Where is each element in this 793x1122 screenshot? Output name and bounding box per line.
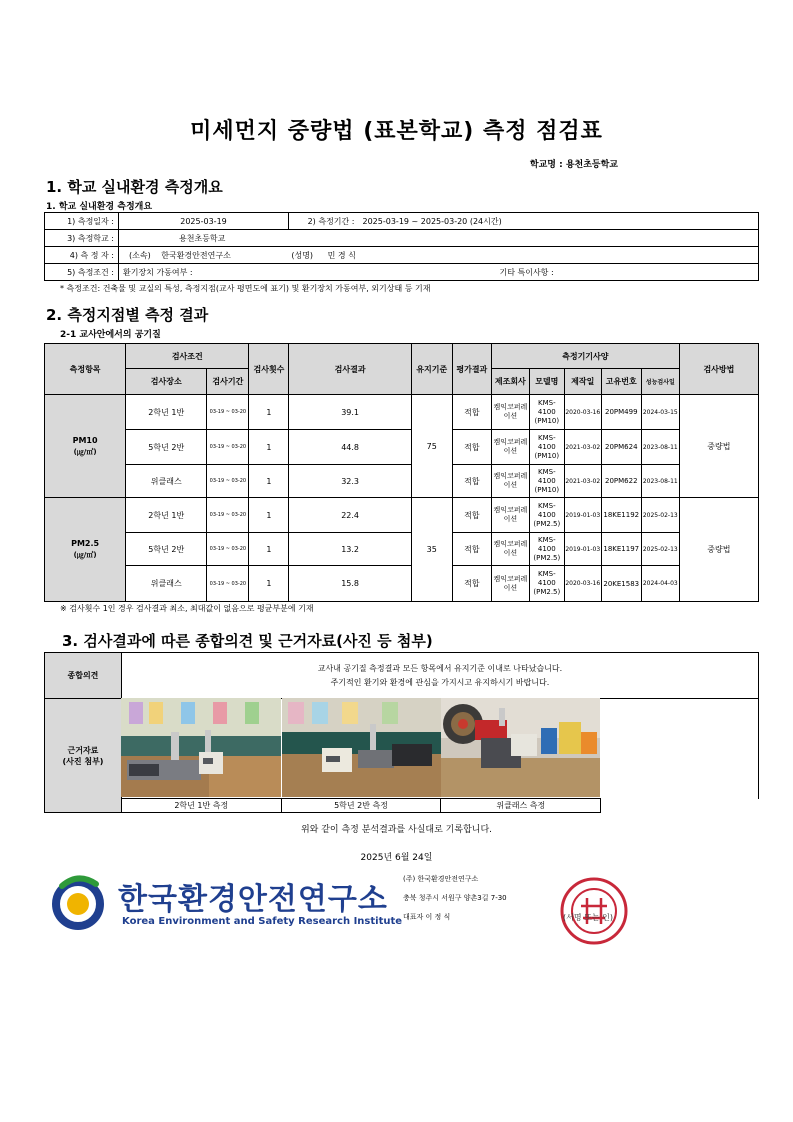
cell-model: KMS-4100 (PM10)	[529, 395, 564, 430]
table-row	[45, 430, 759, 465]
photo-class-5-2	[282, 698, 441, 797]
cell-result: 15.8	[289, 566, 411, 602]
period-label: 2) 측정기간 :	[289, 213, 359, 230]
opinion-line2: 주기적인 환기와 환경에 관심을 가지시고 유지하시기 바랍니다.	[330, 677, 550, 687]
cell-serial: 20PM499	[601, 395, 641, 430]
caption-empty	[601, 799, 759, 813]
cell-place: 위클래스	[126, 566, 207, 602]
confirm-statement: 위와 같이 측정 분석결과를 사실대로 기록합니다.	[300, 825, 493, 835]
cell-result: 32.3	[289, 465, 411, 498]
cell-made: 2019-01-03	[564, 498, 601, 533]
item-name: PM10	[72, 435, 98, 445]
cell-count: 1	[249, 395, 289, 430]
section2-subheading: 2-1 교사안에서의 공기질	[60, 330, 161, 340]
date-value: 2025-03-19	[119, 213, 289, 230]
school-value: 용천초등학교	[119, 230, 759, 247]
issue-date: 2025년 6월 24일	[360, 853, 433, 863]
logo-english-name: Korea Environment and Safety Research Institute	[122, 916, 403, 927]
opinion-line1: 교사내 공기질 측정결과 모든 항목에서 유지기준 이내로 나타났습니다.	[317, 663, 563, 673]
cell-made: 2020-03-16	[564, 566, 601, 602]
ventilation-label: 환기장치 가동여부 :	[123, 267, 193, 277]
header-evaluation: 평가결과	[452, 344, 491, 395]
results-table	[44, 343, 759, 602]
cell-count: 1	[249, 498, 289, 533]
cell-count: 1	[249, 430, 289, 465]
caption-3: 위클래스 측정	[441, 799, 601, 813]
cell-maker: 켐익코퍼레이션	[491, 395, 529, 430]
cell-model: KMS-4100 (PM10)	[529, 465, 564, 498]
cell-maker: 켐익코퍼레이션	[491, 533, 529, 566]
affiliation-value: 한국환경안전연구소	[161, 250, 231, 260]
cell-model: KMS-4100 (PM2.5)	[529, 533, 564, 566]
school-label: 3) 측정학교 :	[45, 230, 119, 247]
cell-count: 1	[249, 566, 289, 602]
header-equipment: 측정기기사양	[491, 344, 679, 369]
cell-eval: 적합	[452, 395, 491, 430]
conditions-value	[119, 264, 759, 281]
cell-maker: 켐익코퍼레이션	[491, 498, 529, 533]
cell-period: 03-19 ~ 03-20	[207, 566, 249, 602]
cell-place: 위클래스	[126, 465, 207, 498]
header-method: 검사방법	[679, 344, 758, 395]
cell-serial: 20PM624	[601, 430, 641, 465]
school-name-label: 학교명 : 용천초등학교	[529, 160, 618, 170]
section3-heading: 3. 검사결과에 따른 종합의견 및 근거자료(사진 등 첨부)	[62, 632, 433, 650]
cell-eval: 적합	[452, 498, 491, 533]
cell-made: 2019-01-03	[564, 533, 601, 566]
cell-maker: 켐익코퍼레이션	[491, 566, 529, 602]
cell-place: 2학년 1반	[126, 395, 207, 430]
cell-method: 중량법	[679, 498, 758, 602]
cell-calib: 2023-08-11	[641, 430, 679, 465]
table-row	[45, 566, 759, 602]
opinion-text	[121, 653, 758, 699]
cell-eval: 적합	[452, 533, 491, 566]
official-seal-icon	[557, 876, 631, 946]
evidence-label-line1: 근거자료	[67, 745, 99, 755]
cell-calib: 2024-03-15	[641, 395, 679, 430]
cell-made: 2020-03-16	[564, 395, 601, 430]
cell-maker: 켐익코퍼레이션	[491, 430, 529, 465]
header-count: 검사횟수	[249, 344, 289, 395]
cell-eval: 적합	[452, 430, 491, 465]
cell-method: 중량법	[679, 395, 758, 498]
measurer-label: 4) 측 정 자 :	[45, 247, 119, 264]
cell-calib: 2025-02-13	[641, 533, 679, 566]
period-value: 2025-03-19 ~ 2025-03-20 (24시간)	[359, 213, 759, 230]
cell-period: 03-19 ~ 03-20	[207, 430, 249, 465]
cell-calib: 2024-04-03	[641, 566, 679, 602]
header-result: 검사결과	[289, 344, 411, 395]
cell-place: 5학년 2반	[126, 430, 207, 465]
org-representative: 대표자 이 정 식	[403, 913, 451, 921]
header-item: 측정항목	[45, 344, 126, 395]
cell-serial: 20PM622	[601, 465, 641, 498]
page-title: 미세먼지 중량법 (표본학교) 측정 점검표	[190, 119, 603, 144]
org-info	[403, 873, 507, 924]
header-period: 검사기간	[207, 369, 249, 395]
logo-korean-name: 한국환경안전연구소	[118, 882, 388, 917]
measurer-value	[119, 247, 759, 264]
table-row	[45, 533, 759, 566]
table-row	[45, 395, 759, 430]
other-notes-label: 기타 특이사항 :	[499, 267, 554, 277]
cell-period: 03-19 ~ 03-20	[207, 395, 249, 430]
header-made: 제작일	[564, 369, 601, 395]
table-row	[45, 498, 759, 533]
header-maker: 제조회사	[491, 369, 529, 395]
caption-2: 5학년 2반 측정	[281, 799, 441, 813]
cell-model: KMS-4100 (PM2.5)	[529, 498, 564, 533]
cell-calib: 2025-02-13	[641, 498, 679, 533]
item-name: PM2.5	[71, 539, 100, 548]
evidence-label-line2: (사진 첨부)	[62, 756, 104, 766]
cell-count: 1	[249, 533, 289, 566]
cell-period: 03-19 ~ 03-20	[207, 533, 249, 566]
cell-result: 44.8	[289, 430, 411, 465]
cell-serial: 18KE1192	[601, 498, 641, 533]
header-conditions: 검사조건	[126, 344, 249, 369]
header-standard: 유지기준	[411, 344, 452, 395]
cell-period: 03-19 ~ 03-20	[207, 498, 249, 533]
conditions-note: * 측정조건: 건축물 및 교실의 특성, 측정지점(교사 평면도에 표기) 및 환기장치 가동여부, 외기상태 등 기재	[60, 284, 431, 293]
org-name: (주) 한국환경안전연구소	[403, 875, 479, 883]
conditions-label: 5) 측정조건 :	[45, 264, 119, 281]
cell-place: 5학년 2반	[126, 533, 207, 566]
cell-result: 13.2	[289, 533, 411, 566]
name-label: (성명)	[291, 250, 314, 260]
cell-standard: 75	[411, 395, 452, 498]
item-pm10	[45, 395, 126, 498]
cell-calib: 2023-08-11	[641, 465, 679, 498]
name-value: 민 경 식	[327, 250, 356, 260]
cell-eval: 적합	[452, 465, 491, 498]
cell-standard: 35	[411, 498, 452, 602]
institute-logo-icon	[48, 874, 112, 930]
cell-made: 2021-03-02	[564, 465, 601, 498]
header-calib: 성능검사일	[641, 369, 679, 395]
evidence-label	[45, 699, 122, 813]
cell-model: KMS-4100 (PM10)	[529, 430, 564, 465]
header-place: 검사장소	[126, 369, 207, 395]
cell-eval: 적합	[452, 566, 491, 602]
section2-heading: 2. 측정지점별 측정 결과	[46, 306, 209, 324]
photo-class-2-1	[121, 698, 281, 797]
org-address: 충북 청주시 서원구 양촌3길 7-30	[403, 894, 507, 902]
cell-serial: 20KE1583	[601, 566, 641, 602]
caption-1: 2학년 1반 측정	[121, 799, 281, 813]
cell-serial: 18KE1197	[601, 533, 641, 566]
affiliation-label: (소속)	[129, 250, 151, 260]
cell-count: 1	[249, 465, 289, 498]
section1-heading: 1. 학교 실내환경 측정개요	[46, 178, 223, 196]
header-serial: 고유번호	[601, 369, 641, 395]
cell-maker: 켐익코퍼레이션	[491, 465, 529, 498]
section1-subheading: 1. 학교 실내환경 측정개요	[46, 202, 153, 212]
cell-result: 39.1	[289, 395, 411, 430]
photo-wee-class	[441, 698, 600, 797]
item-unit: (㎍/㎥)	[73, 447, 97, 456]
cell-period: 03-19 ~ 03-20	[207, 465, 249, 498]
cell-made: 2021-03-02	[564, 430, 601, 465]
table-row	[45, 465, 759, 498]
item-unit: (㎍/㎥)	[73, 551, 97, 559]
cell-place: 2학년 1반	[126, 498, 207, 533]
item-pm25	[45, 498, 126, 602]
cell-model: KMS-4100 (PM2.5)	[529, 566, 564, 602]
cell-result: 22.4	[289, 498, 411, 533]
date-label: 1) 측정일자 :	[45, 213, 119, 230]
overview-table	[44, 212, 759, 281]
seal-placeholder: (서명 또는 인)	[563, 913, 613, 922]
opinion-label: 종합의견	[45, 653, 122, 699]
header-model: 모델명	[529, 369, 564, 395]
results-note: ※ 검사횟수 1인 경우 검사결과 최소, 최대값이 없음으로 평균부분에 기재	[60, 604, 314, 613]
